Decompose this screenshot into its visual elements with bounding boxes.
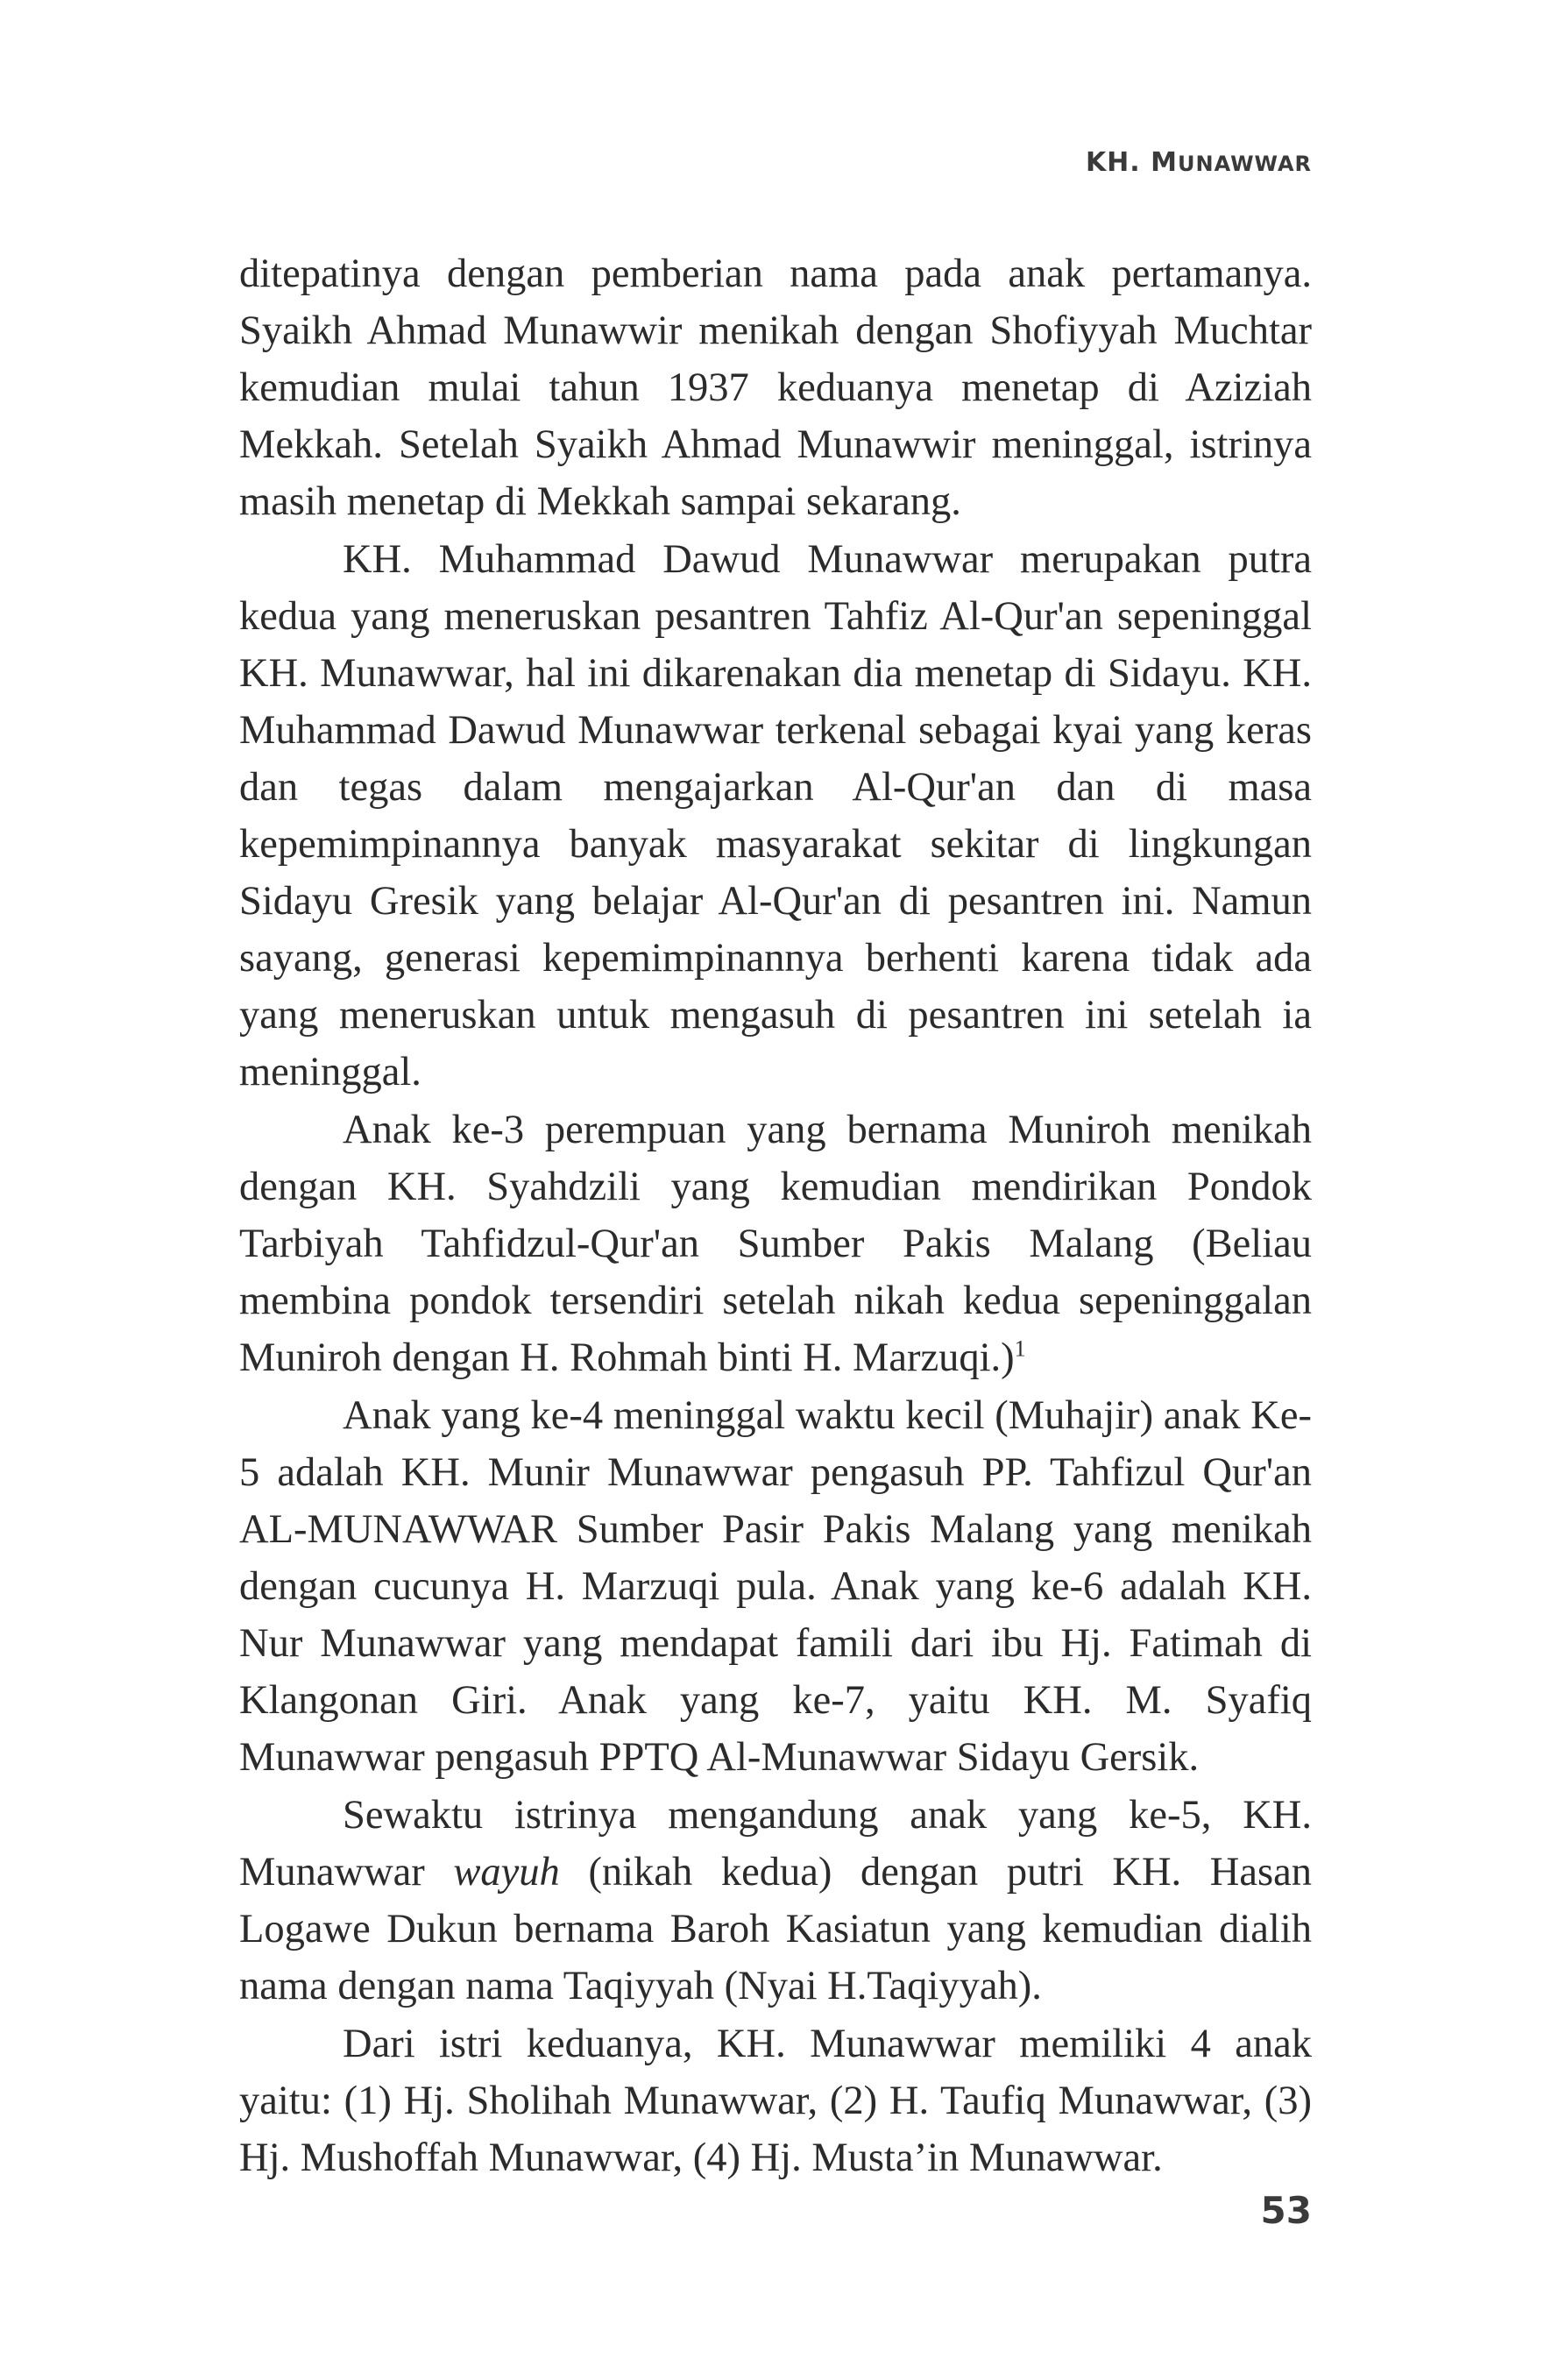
- paragraph-5-italic: wayuh: [453, 1850, 560, 1895]
- paragraph-5-after: (nikah kedua) dengan putri KH. Hasan Logawe Dukun bernama Baroh Kasiatun yang kemudian dialih nama dengan nama Taqiyyah (Nyai H.Taqiyyah).: [239, 1850, 1312, 2008]
- paragraph-6: Dari istri keduanya, KH. Munawwar memiliki 4 anak yaitu: (1) Hj. Sholihah Munawwar, (2) H. Taufiq Munawwar, (3) Hj. Mushoffah Munawwar, (4) Hj. Musta’in Munawwar.: [239, 2022, 1312, 2180]
- page-number: 53: [1260, 2189, 1312, 2232]
- paragraph-1: ditepatinya dengan pemberian nama pada anak pertamanya. Syaikh Ahmad Munawwir menikah dengan Shofiyyah Muchtar kemudian mulai tahun 1937 keduanya menetap di Aziziah Mekkah. Setelah Syaikh Ahmad Munawwir meninggal, istrinya masih menetap di Mekkah sampai sekarang.: [239, 251, 1312, 524]
- paragraph-5-before: Sewaktu istrinya mengandung anak yang ke-5, KH. Munawwar: [239, 1793, 1312, 1895]
- body-text: [239, 245, 1312, 2186]
- footnote-marker: 1: [1014, 1335, 1026, 1362]
- paragraph-4: Anak yang ke-4 meninggal waktu kecil (Muhajir) anak Ke-5 adalah KH. Munir Munawwar pengasuh PP. Tahfizul Qur'an AL-MUNAWWAR Sumber Pasir Pakis Malang yang menikah dengan cucunya H. Marzuqi pula. Anak yang ke-6 adalah KH. Nur Munawwar yang mendapat famili dari ibu Hj. Fatimah di Klangonan Giri. Anak yang ke-7, yaitu KH. M. Syafiq Munawwar pengasuh PPTQ Al-Munawwar Sidayu Gersik.: [239, 1393, 1312, 1780]
- paragraph-5: [239, 1787, 1312, 2015]
- running-header: [1086, 147, 1312, 178]
- header-smallcaps: UNAWWAR: [1178, 152, 1312, 176]
- header-prefix: KH. M: [1085, 147, 1178, 178]
- paragraph-2: KH. Muhammad Dawud Munawwar merupakan putra kedua yang meneruskan pesantren Tahfiz Al-Qur'an sepeninggal KH. Munawwar, hal ini dikarenakan dia menetap di Sidayu. KH. Muhammad Dawud Munawwar terkenal sebagai kyai yang keras dan tegas dalam mengajarkan Al-Qur'an dan di masa kepemimpinannya banyak masyarakat sekitar di lingkungan Sidayu Gresik yang belajar Al-Qur'an di pesantren ini. Namun sayang, generasi kepemimpinannya berhenti karena tidak ada yang meneruskan untuk mengasuh di pesantren ini setelah ia meninggal.: [239, 537, 1312, 1094]
- paragraph-3-text: Anak ke-3 perempuan yang bernama Muniroh menikah dengan KH. Syahdzili yang kemudian mendirikan Pondok Tarbiyah Tahfidzul-Qur'an Sumber Pakis Malang (Beliau membina pondok tersendiri setelah nikah kedua sepeninggalan Muniroh dengan H. Rohmah binti H. Marzuqi.): [239, 1108, 1312, 1380]
- paragraph-3: [239, 1101, 1312, 1386]
